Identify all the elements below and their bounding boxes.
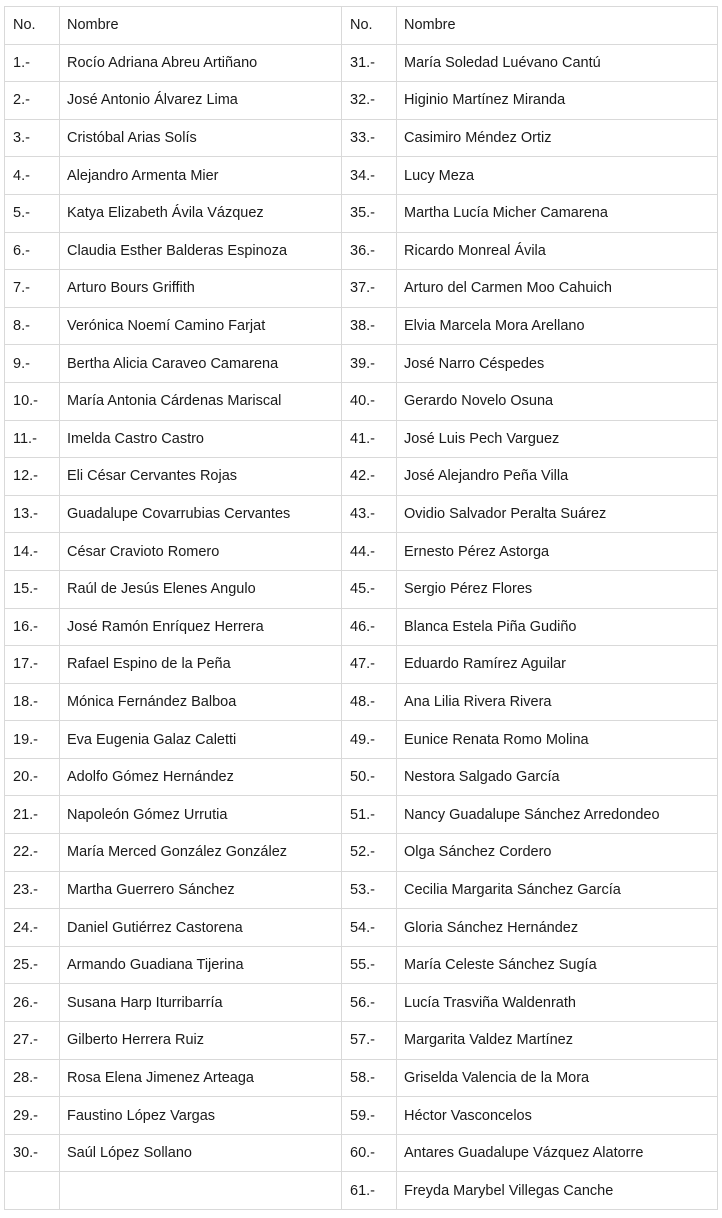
cell-number-right: 39.- xyxy=(342,345,397,383)
cell-name-right: Nestora Salgado García xyxy=(397,758,718,796)
cell-name-left: Claudia Esther Balderas Espinoza xyxy=(60,232,342,270)
cell-name-right: Olga Sánchez Cordero xyxy=(397,834,718,872)
cell-number-right: 53.- xyxy=(342,871,397,909)
cell-number-right: 35.- xyxy=(342,194,397,232)
cell-number-left: 27.- xyxy=(5,1022,60,1060)
cell-number-right: 34.- xyxy=(342,157,397,195)
cell-name-left: Raúl de Jesús Elenes Angulo xyxy=(60,570,342,608)
cell-name-left: Arturo Bours Griffith xyxy=(60,270,342,308)
table-row xyxy=(5,382,718,420)
cell-number-right: 45.- xyxy=(342,570,397,608)
cell-number-left: 26.- xyxy=(5,984,60,1022)
header-number-left: No. xyxy=(5,7,60,45)
cell-name-right: Ricardo Monreal Ávila xyxy=(397,232,718,270)
table-row xyxy=(5,683,718,721)
cell-number-left: 20.- xyxy=(5,758,60,796)
cell-number-right: 38.- xyxy=(342,307,397,345)
cell-name-right: José Alejandro Peña Villa xyxy=(397,458,718,496)
cell-name-right: Ovidio Salvador Peralta Suárez xyxy=(397,495,718,533)
cell-name-left xyxy=(60,1172,342,1210)
table-row xyxy=(5,458,718,496)
cell-name-right: Cecilia Margarita Sánchez García xyxy=(397,871,718,909)
cell-number-right: 36.- xyxy=(342,232,397,270)
cell-name-right: Casimiro Méndez Ortiz xyxy=(397,119,718,157)
table-body xyxy=(5,44,718,1209)
cell-number-right: 56.- xyxy=(342,984,397,1022)
table-row xyxy=(5,984,718,1022)
cell-number-left: 1.- xyxy=(5,44,60,82)
cell-number-right: 43.- xyxy=(342,495,397,533)
cell-name-left: Daniel Gutiérrez Castorena xyxy=(60,909,342,947)
cell-number-left: 8.- xyxy=(5,307,60,345)
cell-number-left: 18.- xyxy=(5,683,60,721)
cell-name-left: Guadalupe Covarrubias Cervantes xyxy=(60,495,342,533)
cell-number-left xyxy=(5,1172,60,1210)
table-row xyxy=(5,570,718,608)
cell-number-right: 48.- xyxy=(342,683,397,721)
cell-name-right: Sergio Pérez Flores xyxy=(397,570,718,608)
cell-name-right: José Narro Céspedes xyxy=(397,345,718,383)
cell-name-left: Faustino López Vargas xyxy=(60,1097,342,1135)
cell-name-right: María Soledad Luévano Cantú xyxy=(397,44,718,82)
table-row xyxy=(5,307,718,345)
cell-name-right: José Luis Pech Varguez xyxy=(397,420,718,458)
cell-name-right: Griselda Valencia de la Mora xyxy=(397,1059,718,1097)
cell-number-right: 55.- xyxy=(342,946,397,984)
table-row xyxy=(5,420,718,458)
cell-name-right: Antares Guadalupe Vázquez Alatorre xyxy=(397,1134,718,1172)
header-name-left: Nombre xyxy=(60,7,342,45)
cell-name-left: Saúl López Sollano xyxy=(60,1134,342,1172)
cell-number-right: 54.- xyxy=(342,909,397,947)
cell-number-left: 19.- xyxy=(5,721,60,759)
cell-name-right: Lucy Meza xyxy=(397,157,718,195)
cell-name-left: Gilberto Herrera Ruiz xyxy=(60,1022,342,1060)
table-row xyxy=(5,345,718,383)
cell-name-right: Héctor Vasconcelos xyxy=(397,1097,718,1135)
table-row xyxy=(5,1097,718,1135)
table-row xyxy=(5,270,718,308)
table-row xyxy=(5,119,718,157)
table-row xyxy=(5,1134,718,1172)
table-row xyxy=(5,758,718,796)
cell-name-right: Blanca Estela Piña Gudiño xyxy=(397,608,718,646)
cell-number-left: 6.- xyxy=(5,232,60,270)
cell-name-right: Higinio Martínez Miranda xyxy=(397,82,718,120)
cell-name-right: Elvia Marcela Mora Arellano xyxy=(397,307,718,345)
cell-number-left: 13.- xyxy=(5,495,60,533)
cell-name-left: Imelda Castro Castro xyxy=(60,420,342,458)
cell-number-left: 16.- xyxy=(5,608,60,646)
cell-number-left: 21.- xyxy=(5,796,60,834)
cell-name-left: Katya Elizabeth Ávila Vázquez xyxy=(60,194,342,232)
table-row xyxy=(5,232,718,270)
cell-number-right: 57.- xyxy=(342,1022,397,1060)
cell-name-right: Nancy Guadalupe Sánchez Arredondeo xyxy=(397,796,718,834)
cell-number-left: 28.- xyxy=(5,1059,60,1097)
cell-name-right: María Celeste Sánchez Sugía xyxy=(397,946,718,984)
cell-number-right: 47.- xyxy=(342,646,397,684)
cell-name-right: Freyda Marybel Villegas Canche xyxy=(397,1172,718,1210)
cell-number-left: 3.- xyxy=(5,119,60,157)
cell-name-left: Martha Guerrero Sánchez xyxy=(60,871,342,909)
cell-number-right: 59.- xyxy=(342,1097,397,1135)
table-row xyxy=(5,834,718,872)
cell-number-right: 46.- xyxy=(342,608,397,646)
cell-number-left: 10.- xyxy=(5,382,60,420)
table-row xyxy=(5,608,718,646)
cell-name-right: Eduardo Ramírez Aguilar xyxy=(397,646,718,684)
senators-table xyxy=(4,6,718,1210)
header-number-right: No. xyxy=(342,7,397,45)
cell-number-left: 22.- xyxy=(5,834,60,872)
table-row xyxy=(5,533,718,571)
cell-name-left: José Antonio Álvarez Lima xyxy=(60,82,342,120)
cell-number-right: 31.- xyxy=(342,44,397,82)
cell-number-left: 23.- xyxy=(5,871,60,909)
cell-name-left: César Cravioto Romero xyxy=(60,533,342,571)
table-row xyxy=(5,946,718,984)
table-row xyxy=(5,44,718,82)
cell-number-right: 61.- xyxy=(342,1172,397,1210)
cell-number-left: 14.- xyxy=(5,533,60,571)
cell-number-right: 58.- xyxy=(342,1059,397,1097)
table-row xyxy=(5,909,718,947)
cell-number-left: 30.- xyxy=(5,1134,60,1172)
cell-name-right: Eunice Renata Romo Molina xyxy=(397,721,718,759)
cell-name-left: Cristóbal Arias Solís xyxy=(60,119,342,157)
cell-name-left: Alejandro Armenta Mier xyxy=(60,157,342,195)
cell-number-right: 51.- xyxy=(342,796,397,834)
cell-name-right: Margarita Valdez Martínez xyxy=(397,1022,718,1060)
cell-number-left: 11.- xyxy=(5,420,60,458)
cell-name-left: María Antonia Cárdenas Mariscal xyxy=(60,382,342,420)
cell-number-right: 44.- xyxy=(342,533,397,571)
cell-number-left: 5.- xyxy=(5,194,60,232)
cell-name-left: Rocío Adriana Abreu Artiñano xyxy=(60,44,342,82)
cell-number-left: 2.- xyxy=(5,82,60,120)
cell-number-left: 4.- xyxy=(5,157,60,195)
table-row xyxy=(5,796,718,834)
cell-number-left: 15.- xyxy=(5,570,60,608)
table-row xyxy=(5,1059,718,1097)
cell-number-right: 49.- xyxy=(342,721,397,759)
table-row xyxy=(5,721,718,759)
cell-number-left: 25.- xyxy=(5,946,60,984)
cell-number-left: 17.- xyxy=(5,646,60,684)
cell-name-left: Verónica Noemí Camino Farjat xyxy=(60,307,342,345)
cell-name-right: Ernesto Pérez Astorga xyxy=(397,533,718,571)
cell-name-left: Rafael Espino de la Peña xyxy=(60,646,342,684)
cell-name-left: Adolfo Gómez Hernández xyxy=(60,758,342,796)
cell-number-right: 50.- xyxy=(342,758,397,796)
cell-name-right: Arturo del Carmen Moo Cahuich xyxy=(397,270,718,308)
cell-name-left: Bertha Alicia Caraveo Camarena xyxy=(60,345,342,383)
cell-number-left: 12.- xyxy=(5,458,60,496)
cell-name-left: Mónica Fernández Balboa xyxy=(60,683,342,721)
table-row xyxy=(5,495,718,533)
cell-number-right: 41.- xyxy=(342,420,397,458)
table-row xyxy=(5,82,718,120)
cell-name-left: Eva Eugenia Galaz Caletti xyxy=(60,721,342,759)
cell-number-right: 40.- xyxy=(342,382,397,420)
table-row xyxy=(5,157,718,195)
cell-number-right: 33.- xyxy=(342,119,397,157)
table-row xyxy=(5,1022,718,1060)
cell-name-left: Armando Guadiana Tijerina xyxy=(60,946,342,984)
cell-name-left: Rosa Elena Jimenez Arteaga xyxy=(60,1059,342,1097)
cell-number-left: 9.- xyxy=(5,345,60,383)
cell-number-left: 29.- xyxy=(5,1097,60,1135)
cell-name-left: José Ramón Enríquez Herrera xyxy=(60,608,342,646)
table-row xyxy=(5,646,718,684)
cell-number-left: 24.- xyxy=(5,909,60,947)
cell-name-left: Eli César Cervantes Rojas xyxy=(60,458,342,496)
cell-number-right: 60.- xyxy=(342,1134,397,1172)
cell-number-right: 52.- xyxy=(342,834,397,872)
cell-name-left: Napoleón Gómez Urrutia xyxy=(60,796,342,834)
cell-name-right: Martha Lucía Micher Camarena xyxy=(397,194,718,232)
table-row xyxy=(5,1172,718,1210)
cell-name-right: Gloria Sánchez Hernández xyxy=(397,909,718,947)
table-row xyxy=(5,871,718,909)
table-row xyxy=(5,194,718,232)
cell-name-left: María Merced González González xyxy=(60,834,342,872)
cell-number-right: 32.- xyxy=(342,82,397,120)
cell-number-right: 42.- xyxy=(342,458,397,496)
cell-name-left: Susana Harp Iturribarría xyxy=(60,984,342,1022)
cell-number-right: 37.- xyxy=(342,270,397,308)
cell-name-right: Gerardo Novelo Osuna xyxy=(397,382,718,420)
cell-number-left: 7.- xyxy=(5,270,60,308)
header-row xyxy=(5,7,718,45)
header-name-right: Nombre xyxy=(397,7,718,45)
cell-name-right: Ana Lilia Rivera Rivera xyxy=(397,683,718,721)
cell-name-right: Lucía Trasviña Waldenrath xyxy=(397,984,718,1022)
